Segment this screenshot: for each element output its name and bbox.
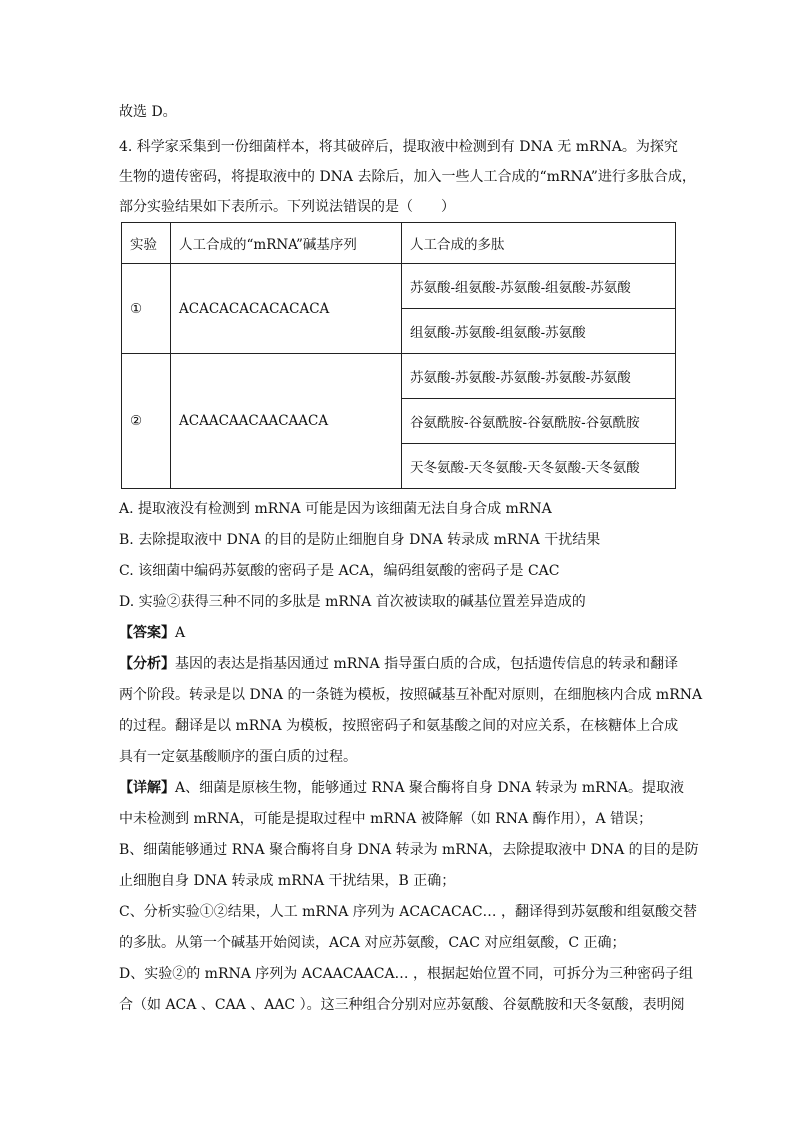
answer-label: 【答案】 bbox=[119, 625, 175, 641]
detail-line: 合（如 ACA 、CAA 、AAC ）。这三种组合分别对应苏氨酸、谷氨酰胺和天冬氨酸，表明阅 bbox=[119, 997, 685, 1013]
option-a: A. 提取液没有检测到 mRNA 可能是因为该细菌无法自身合成 mRNA bbox=[119, 501, 552, 517]
peptide-cell: 谷氨酰胺-谷氨酰胺-谷氨酰胺-谷氨酰胺 bbox=[402, 399, 676, 444]
detail-line: D、实验②的 mRNA 序列为 ACAACAACA… ，根据起始位置不同，可拆分为三种密码子组 bbox=[119, 966, 693, 982]
table-header: 人工合成的多肽 bbox=[402, 223, 676, 264]
mrna-sequence: ACACACACACACACA bbox=[171, 264, 402, 354]
detail-line: C、分析实验①②结果，人工 mRNA 序列为 ACACACAC… ，翻译得到苏氨酸和组氨酸交替 bbox=[119, 904, 697, 920]
detail-text: A、细菌是原核生物，能够通过 RNA 聚合酶将自身 DNA 转录为 mRNA。提取液 bbox=[175, 780, 685, 796]
option-d: D. 实验②获得三种不同的多肽是 mRNA 首次被读取的碱基位置差异造成的 bbox=[119, 594, 586, 610]
analysis-line bbox=[119, 654, 679, 674]
experiment-id: ② bbox=[122, 354, 171, 489]
detail-line: B、细菌能够通过 RNA 聚合酶将自身 DNA 转录为 mRNA，去除提取液中 DNA 的目的是防 bbox=[119, 842, 699, 858]
experiment-id: ① bbox=[122, 264, 171, 354]
peptide-cell: 苏氨酸-组氨酸-苏氨酸-组氨酸-苏氨酸 bbox=[402, 264, 676, 309]
table-row bbox=[122, 264, 676, 309]
question-line: 部分实验结果如下表所示。下列说法错误的是（ ） bbox=[119, 199, 455, 215]
table-row bbox=[122, 354, 676, 399]
peptide-cell: 苏氨酸-苏氨酸-苏氨酸-苏氨酸-苏氨酸 bbox=[402, 354, 676, 399]
peptide-cell: 天冬氨酸-天冬氨酸-天冬氨酸-天冬氨酸 bbox=[402, 444, 676, 489]
peptide-cell: 组氨酸-苏氨酸-组氨酸-苏氨酸 bbox=[402, 309, 676, 354]
previous-conclusion: 故选 D。 bbox=[119, 104, 177, 120]
analysis-line: 两个阶段。转录是以 DNA 的一条链为模板，按照碱基互补配对原则，在细胞核内合成 mRNA bbox=[119, 687, 703, 703]
answer-line bbox=[119, 623, 679, 643]
option-c: C. 该细菌中编码苏氨酸的密码子是 ACA，编码组氨酸的密码子是 CAC bbox=[119, 563, 560, 579]
detail-line bbox=[119, 778, 685, 798]
analysis-line: 具有一定氨基酸顺序的蛋白质的过程。 bbox=[119, 749, 357, 765]
detail-line: 的多肽。从第一个碱基开始阅读，ACA 对应苏氨酸，CAC 对应组氨酸，C 正确； bbox=[119, 935, 626, 951]
experiment-table bbox=[121, 222, 676, 489]
detail-label: 【详解】 bbox=[119, 780, 175, 796]
detail-line: 中未检测到 mRNA，可能是提取过程中 mRNA 被降解（如 RNA 酶作用），A 错误； bbox=[119, 811, 653, 827]
detail-line: 止细胞自身 DNA 转录成 mRNA 干扰结果，B 正确； bbox=[119, 873, 456, 889]
answer-value: A bbox=[175, 625, 186, 641]
table-header: 实验 bbox=[122, 223, 171, 264]
table-header: 人工合成的“mRNA”碱基序列 bbox=[171, 223, 402, 264]
option-b: B. 去除提取液中 DNA 的目的是防止细胞自身 DNA 转录成 mRNA 干扰结果 bbox=[119, 532, 601, 548]
question-line: 生物的遗传密码，将提取液中的 DNA 去除后，加入一些人工合成的“mRNA”进行多肽合成， bbox=[119, 169, 696, 185]
analysis-line: 的过程。翻译是以 mRNA 为模板，按照密码子和氨基酸之间的对应关系，在核糖体上合成 bbox=[119, 718, 679, 734]
analysis-label: 【分析】 bbox=[119, 656, 175, 672]
question-line: 4. 科学家采集到一份细菌样本，将其破碎后，提取液中检测到有 DNA 无 mRNA。为探究 bbox=[119, 139, 678, 155]
analysis-text: 基因的表达是指基因通过 mRNA 指导蛋白质的合成，包括遗传信息的转录和翻译 bbox=[175, 656, 679, 672]
table-header-row bbox=[122, 223, 676, 264]
mrna-sequence: ACAACAACAACAACA bbox=[171, 354, 402, 489]
